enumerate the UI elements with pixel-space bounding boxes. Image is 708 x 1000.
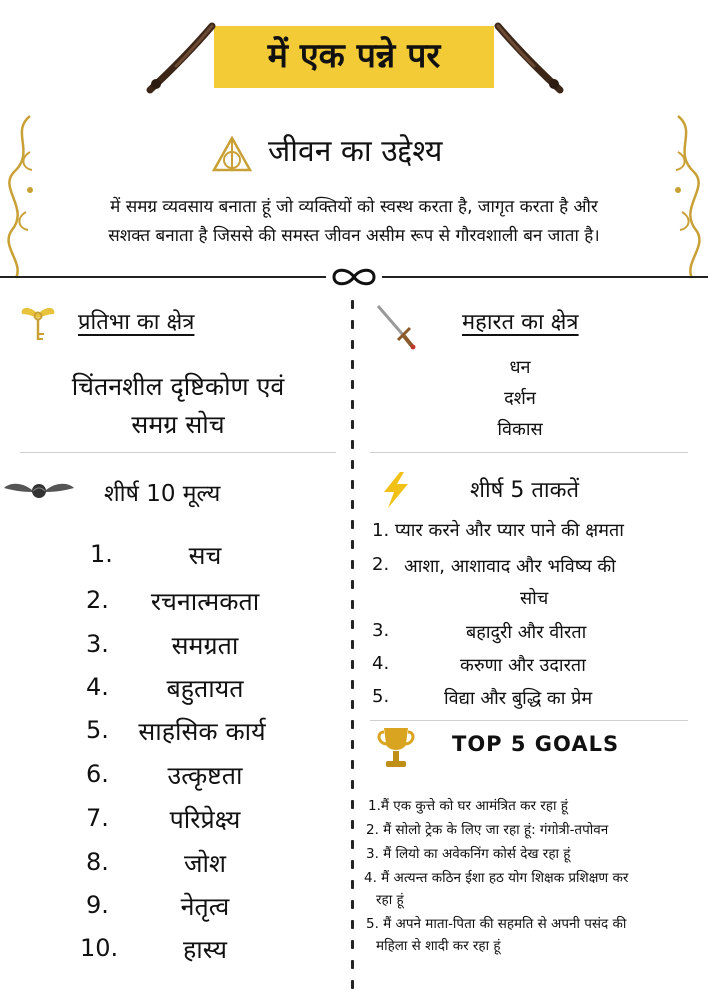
goals-title: TOP 5 GOALS — [452, 732, 620, 756]
value-text: परिप्रेक्ष्य — [169, 805, 241, 834]
goal-item: 5. मैं अपने माता-पिता की सहमति से अपनी पसंद की — [366, 916, 627, 932]
goal-item-continued: रहा हूं — [376, 892, 404, 908]
value-text: उत्कृष्टता — [167, 761, 243, 790]
strength-number: 5. — [372, 686, 390, 707]
purpose-line-2: सशक्त बनाता है जिससे की समस्त जीवन असीम रूप से गौरवशाली बन जाता है। — [108, 226, 600, 246]
values-title: शीर्ष 10 मूल्य — [104, 481, 221, 507]
strength-number: 2. — [372, 554, 390, 575]
strength-text: बहादुरी और वीरता — [466, 622, 587, 643]
value-text: जोश — [183, 849, 227, 878]
talent-line-2: समग्र सोच — [131, 410, 225, 439]
value-text: रचनात्मकता — [150, 587, 260, 616]
mastery-item: विकास — [497, 419, 543, 440]
value-text: साहसिक कार्य — [138, 717, 266, 746]
purpose-statement — [22, 193, 686, 251]
value-number: 9. — [86, 891, 109, 919]
value-number: 3. — [86, 630, 109, 658]
value-number: 1. — [90, 540, 113, 568]
deathly-hallows-icon — [212, 136, 252, 172]
talent-separator — [20, 452, 336, 453]
infinity-ornament-icon — [326, 264, 382, 290]
value-text: नेतृत्व — [180, 892, 230, 921]
talent-line-1: चिंतनशील दृष्टिकोण एवं — [71, 372, 285, 401]
goal-item: 4. मैं अत्यन्त कठिन ईशा हठ योग शिक्षक प्रशिक्षण कर — [364, 870, 629, 886]
strength-text: करुणा और उदारता — [460, 655, 586, 676]
strength-item: 1. प्यार करने और प्यार पाने की क्षमता — [372, 520, 624, 541]
strength-text-continued: सोच — [520, 588, 549, 609]
mastery-list — [420, 352, 620, 445]
strength-number: 3. — [372, 620, 390, 641]
left-wand-icon — [140, 18, 220, 98]
lightning-bolt-icon — [380, 470, 412, 510]
winged-key-icon — [18, 300, 58, 344]
value-number: 10. — [80, 934, 119, 962]
goal-item: 1.मैं एक कुत्ते को घर आमंत्रित कर रहा हूं — [368, 798, 568, 814]
sword-icon — [374, 302, 418, 352]
goal-item-continued: महिला से शादी कर रहा हूं — [376, 938, 501, 954]
value-number: 5. — [86, 716, 109, 744]
value-text: हास्य — [183, 935, 227, 964]
golden-snitch-icon — [4, 478, 74, 502]
value-text: बहुतायत — [166, 674, 244, 703]
mastery-title: महारत का क्षेत्र — [462, 310, 579, 335]
goal-item: 2. मैं सोलो ट्रेक के लिए जा रहा हूं: गंगोत्री-तपोवन — [366, 822, 609, 838]
strength-number: 4. — [372, 653, 390, 674]
strengths-separator — [370, 720, 688, 721]
right-wand-icon — [490, 18, 570, 98]
value-number: 2. — [86, 586, 109, 614]
talent-description — [20, 368, 336, 444]
value-text: सच — [188, 541, 222, 570]
value-number: 6. — [86, 760, 109, 788]
strength-text: विद्या और बुद्धि का प्रेम — [444, 688, 593, 709]
talent-title: प्रतिभा का क्षेत्र — [78, 310, 195, 335]
purpose-line-1: में समग्र व्यवसाय बनाता हूं जो व्यक्तियों को स्वस्थ करता है, जागृत करता है और — [110, 197, 598, 217]
value-number: 4. — [86, 673, 109, 701]
purpose-title: जीवन का उद्देश्य — [268, 134, 443, 169]
mastery-separator — [370, 452, 688, 453]
strengths-title: शीर्ष 5 ताकतें — [470, 478, 580, 503]
mastery-item: धन — [509, 357, 531, 378]
page-title: में एक पन्ने पर — [267, 36, 441, 76]
trophy-cup-icon — [376, 724, 416, 772]
mastery-item: दर्शन — [504, 388, 536, 409]
strength-text: आशा, आशावाद और भविष्य की — [404, 556, 616, 577]
value-text: समग्रता — [171, 631, 239, 660]
value-number: 8. — [86, 848, 109, 876]
goal-item: 3. मैं लियो का अवेकनिंग कोर्स देख रहा हूं — [366, 846, 571, 862]
value-number: 7. — [86, 804, 109, 832]
